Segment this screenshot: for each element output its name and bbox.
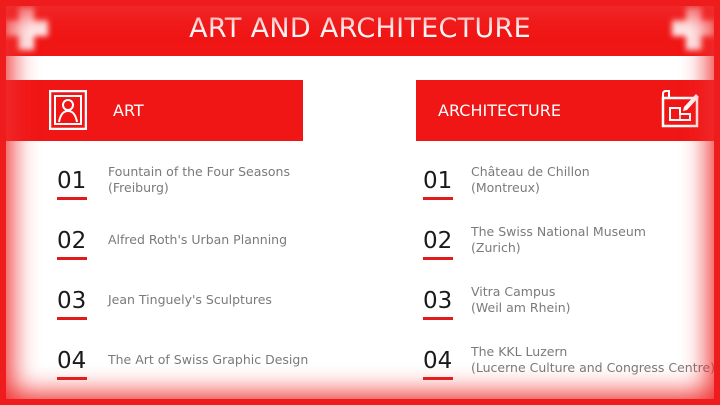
swiss-cross-icon — [672, 6, 716, 50]
item-underline — [57, 377, 87, 380]
item-underline — [423, 377, 453, 380]
title-bar — [0, 0, 720, 56]
item-number: 01 — [423, 168, 453, 194]
item-number: 02 — [423, 228, 453, 254]
item-subtitle: (Freiburg) — [108, 180, 169, 195]
art-heading: ART — [113, 101, 144, 120]
swiss-cross-icon — [4, 6, 48, 50]
item-subtitle: (Weil am Rhein) — [471, 300, 571, 315]
item-number: 02 — [57, 228, 87, 254]
item-subtitle: (Montreux) — [471, 180, 540, 195]
page-title: ART AND ARCHITECTURE — [189, 12, 531, 44]
item-title: The KKL Luzern — [471, 344, 568, 359]
item-number: 01 — [57, 168, 87, 194]
item-title: Vitra Campus — [471, 284, 556, 299]
item-number: 03 — [423, 288, 453, 314]
item-title: Château de Chillon — [471, 164, 590, 179]
blueprint-pencil-icon — [660, 90, 698, 130]
item-number: 03 — [57, 288, 87, 314]
item-title: Fountain of the Four Seasons — [108, 164, 290, 179]
item-subtitle: (Zurich) — [471, 240, 521, 255]
item-underline — [423, 257, 453, 260]
art-header — [0, 80, 303, 141]
architecture-heading: ARCHITECTURE — [438, 101, 561, 120]
item-number: 04 — [57, 348, 87, 374]
item-title: Alfred Roth's Urban Planning — [108, 232, 288, 247]
item-title: Jean Tinguely's Sculptures — [108, 292, 272, 307]
item-underline — [423, 317, 453, 320]
framed-portrait-icon — [49, 90, 87, 130]
item-underline — [57, 257, 87, 260]
item-underline — [423, 197, 453, 200]
item-subtitle: (Lucerne Culture and Congress Centre) — [471, 360, 716, 375]
architecture-header — [416, 80, 720, 141]
item-number: 04 — [423, 348, 453, 374]
item-underline — [57, 317, 87, 320]
item-underline — [57, 197, 87, 200]
item-title: The Swiss National Museum — [471, 224, 646, 239]
item-title: The Art of Swiss Graphic Design — [108, 352, 309, 367]
